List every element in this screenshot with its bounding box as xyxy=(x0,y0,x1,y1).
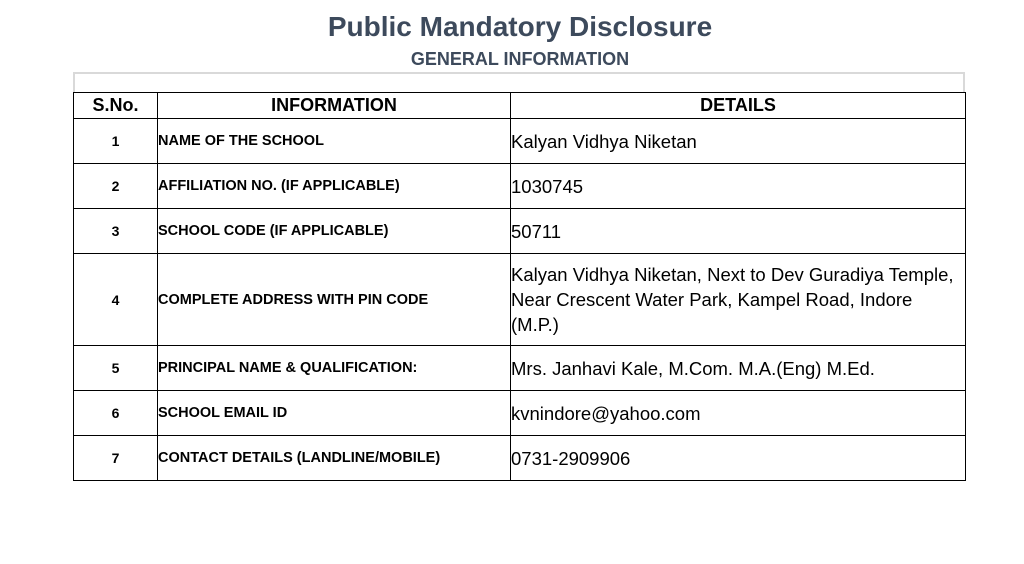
row-details: Mrs. Janhavi Kale, M.Com. M.A.(Eng) M.Ed. xyxy=(511,346,966,391)
row-sno: 4 xyxy=(74,254,158,346)
table-row xyxy=(74,346,966,391)
row-details: Kalyan Vidhya Niketan, Next to Dev Guradiya Temple, Near Crescent Water Park, Kampel Road, Indore (M.P.) xyxy=(511,254,966,346)
row-information: SCHOOL CODE (IF APPLICABLE) xyxy=(158,209,511,254)
row-information: NAME OF THE SCHOOL xyxy=(158,119,511,164)
column-header-details: DETAILS xyxy=(511,93,966,119)
row-sno: 3 xyxy=(74,209,158,254)
page-subtitle: GENERAL INFORMATION xyxy=(410,49,630,69)
row-details: kvnindore@yahoo.com xyxy=(511,391,966,436)
table-header-row xyxy=(74,93,966,119)
table-row xyxy=(74,436,966,481)
row-details: 50711 xyxy=(511,209,966,254)
row-information: COMPLETE ADDRESS WITH PIN CODE xyxy=(158,254,511,346)
table-top-band xyxy=(73,72,965,92)
column-header-information: INFORMATION xyxy=(158,93,511,119)
table-row xyxy=(74,391,966,436)
row-sno: 2 xyxy=(74,164,158,209)
table-row xyxy=(74,254,966,346)
row-sno: 5 xyxy=(74,346,158,391)
row-information: AFFILIATION NO. (IF APPLICABLE) xyxy=(158,164,511,209)
table-row xyxy=(74,119,966,164)
row-details: 0731-2909906 xyxy=(511,436,966,481)
row-sno: 1 xyxy=(74,119,158,164)
page-title: Public Mandatory Disclosure xyxy=(327,11,713,42)
row-information: PRINCIPAL NAME & QUALIFICATION: xyxy=(158,346,511,391)
row-information: CONTACT DETAILS (LANDLINE/MOBILE) xyxy=(158,436,511,481)
row-sno: 6 xyxy=(74,391,158,436)
disclosure-table xyxy=(73,92,966,481)
table-row xyxy=(74,164,966,209)
column-header-sno: S.No. xyxy=(74,93,158,119)
row-sno: 7 xyxy=(74,436,158,481)
table-row xyxy=(74,209,966,254)
row-information: SCHOOL EMAIL ID xyxy=(158,391,511,436)
row-details: 1030745 xyxy=(511,164,966,209)
row-details: Kalyan Vidhya Niketan xyxy=(511,119,966,164)
